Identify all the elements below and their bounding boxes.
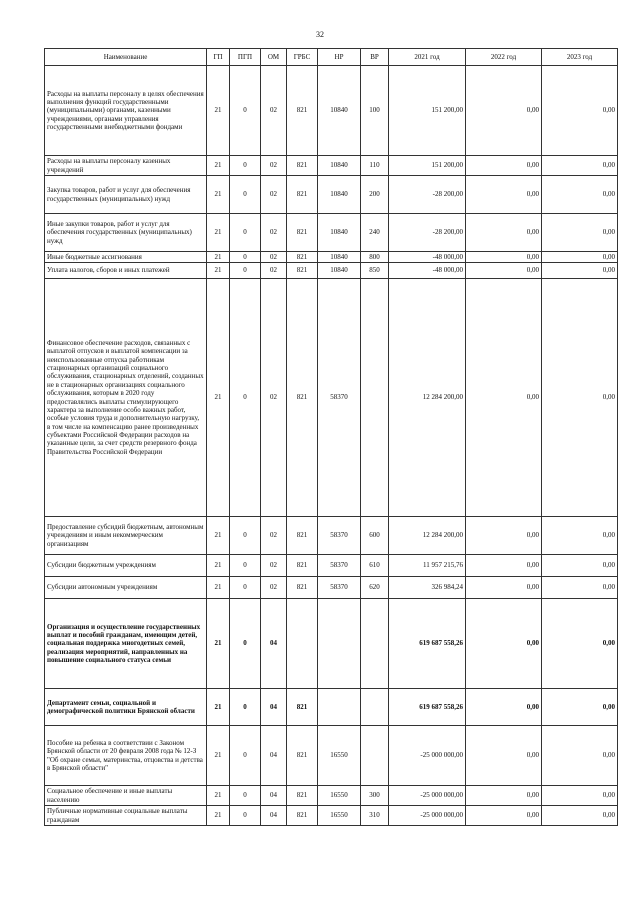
row-2022: 0,00 <box>466 786 542 806</box>
budget-table <box>44 48 618 826</box>
row-name: Организация и осуществление государственных выплат и пособий гражданам, имеющим детей, социальная поддержка многодетных семей, реализация мероприятий, направленных на повышение социального статуса семьи <box>45 599 207 689</box>
header-grbs: ГРБС <box>287 49 318 66</box>
row-vr: 800 <box>361 252 389 263</box>
row-2023: 0,00 <box>542 517 618 555</box>
row-gp: 21 <box>207 806 230 826</box>
row-om: 02 <box>261 577 287 599</box>
row-grbs: 821 <box>287 214 318 252</box>
header-om: ОМ <box>261 49 287 66</box>
row-2021: -25 000 000,00 <box>389 806 466 826</box>
row-nr <box>318 599 361 689</box>
row-2021: 12 284 200,00 <box>389 517 466 555</box>
row-2021: -28 200,00 <box>389 176 466 214</box>
row-name: Расходы на выплаты персоналу казенных учреждений <box>45 156 207 176</box>
row-vr: 200 <box>361 176 389 214</box>
row-2023: 0,00 <box>542 689 618 726</box>
row-2022: 0,00 <box>466 66 542 156</box>
table-row <box>45 689 618 726</box>
row-2023: 0,00 <box>542 555 618 577</box>
row-vr: 300 <box>361 786 389 806</box>
table-row <box>45 806 618 826</box>
table-row <box>45 577 618 599</box>
row-om: 04 <box>261 689 287 726</box>
row-2021: 12 284 200,00 <box>389 279 466 517</box>
row-2021: 11 957 215,76 <box>389 555 466 577</box>
page-number: 32 <box>316 30 324 39</box>
row-gp: 21 <box>207 689 230 726</box>
row-name: Расходы на выплаты персоналу в целях обеспечения выполнения функций государственными (муниципальными) органами, казенными учреждениями, органами управления государственными внебюджетными фондами <box>45 66 207 156</box>
header-pgp: ПГП <box>230 49 261 66</box>
row-grbs: 821 <box>287 555 318 577</box>
row-gp: 21 <box>207 252 230 263</box>
row-gp: 21 <box>207 517 230 555</box>
row-gp: 21 <box>207 66 230 156</box>
row-pgp: 0 <box>230 176 261 214</box>
table-row <box>45 786 618 806</box>
row-2023: 0,00 <box>542 577 618 599</box>
row-nr: 58370 <box>318 577 361 599</box>
row-2023: 0,00 <box>542 252 618 263</box>
row-vr <box>361 689 389 726</box>
row-gp: 21 <box>207 577 230 599</box>
row-grbs: 821 <box>287 66 318 156</box>
row-nr: 10840 <box>318 252 361 263</box>
row-2022: 0,00 <box>466 176 542 214</box>
row-2023: 0,00 <box>542 214 618 252</box>
row-2022: 0,00 <box>466 214 542 252</box>
row-2023: 0,00 <box>542 263 618 279</box>
row-2023: 0,00 <box>542 279 618 517</box>
header-nr: НР <box>318 49 361 66</box>
row-2022: 0,00 <box>466 555 542 577</box>
row-pgp: 0 <box>230 279 261 517</box>
row-vr: 240 <box>361 214 389 252</box>
row-vr: 850 <box>361 263 389 279</box>
row-pgp: 0 <box>230 66 261 156</box>
row-2022: 0,00 <box>466 806 542 826</box>
row-om: 02 <box>261 517 287 555</box>
row-grbs: 821 <box>287 263 318 279</box>
row-vr: 110 <box>361 156 389 176</box>
row-gp: 21 <box>207 214 230 252</box>
row-om: 02 <box>261 252 287 263</box>
table-row <box>45 279 618 517</box>
row-name: Субсидии бюджетным учреждениям <box>45 555 207 577</box>
table-row <box>45 263 618 279</box>
row-2023: 0,00 <box>542 599 618 689</box>
row-grbs: 821 <box>287 252 318 263</box>
row-nr: 16550 <box>318 786 361 806</box>
row-name: Пособие на ребенка в соответствии с Законом Брянской области от 20 февраля 2008 года № 12-З "Об охране семьи, материнства, отцовства и детства в Брянской области" <box>45 726 207 786</box>
row-pgp: 0 <box>230 806 261 826</box>
row-2023: 0,00 <box>542 176 618 214</box>
row-grbs: 821 <box>287 577 318 599</box>
row-nr: 16550 <box>318 726 361 786</box>
row-grbs: 821 <box>287 726 318 786</box>
row-pgp: 0 <box>230 689 261 726</box>
header-2023: 2023 год <box>542 49 618 66</box>
row-name: Иные бюджетные ассигнования <box>45 252 207 263</box>
row-2022: 0,00 <box>466 252 542 263</box>
table-row <box>45 176 618 214</box>
row-gp: 21 <box>207 176 230 214</box>
row-2021: -25 000 000,00 <box>389 786 466 806</box>
row-vr <box>361 279 389 517</box>
row-vr <box>361 599 389 689</box>
row-om: 04 <box>261 806 287 826</box>
row-gp: 21 <box>207 555 230 577</box>
row-pgp: 0 <box>230 263 261 279</box>
row-pgp: 0 <box>230 786 261 806</box>
row-grbs: 821 <box>287 279 318 517</box>
row-nr: 10840 <box>318 214 361 252</box>
row-2023: 0,00 <box>542 726 618 786</box>
row-2021: 326 984,24 <box>389 577 466 599</box>
row-pgp: 0 <box>230 577 261 599</box>
row-pgp: 0 <box>230 517 261 555</box>
row-om: 02 <box>261 263 287 279</box>
table-row <box>45 156 618 176</box>
row-2021: 151 200,00 <box>389 66 466 156</box>
table-row <box>45 517 618 555</box>
row-vr: 310 <box>361 806 389 826</box>
row-nr: 58370 <box>318 279 361 517</box>
row-name: Финансовое обеспечение расходов, связанных с выплатой отпусков и выплатой компенсации за неиспользованные отпуска работникам стационарных организаций социального обслуживания, стационарных отделений, созданных не в стационарных организациях социального обслуживания, которым в 2020 году предоставлялись выплаты стимулирующего характера за выполнение особо важных работ, особые условия труда и дополнительную нагрузку, в том числе на компенсацию ранее произведенных субъектами Российской Федерации расходов на указанные цели, за счет средств резервного фонда Правительства Российской Федерации <box>45 279 207 517</box>
table-row <box>45 66 618 156</box>
row-om: 02 <box>261 214 287 252</box>
row-pgp: 0 <box>230 252 261 263</box>
header-gp: ГП <box>207 49 230 66</box>
table-row <box>45 726 618 786</box>
row-om: 02 <box>261 555 287 577</box>
row-nr: 10840 <box>318 176 361 214</box>
row-grbs: 821 <box>287 156 318 176</box>
row-2021: -28 200,00 <box>389 214 466 252</box>
header-name: Наименование <box>45 49 207 66</box>
row-name: Субсидии автономным учреждениям <box>45 577 207 599</box>
row-vr: 600 <box>361 517 389 555</box>
row-2023: 0,00 <box>542 156 618 176</box>
row-vr <box>361 726 389 786</box>
row-grbs: 821 <box>287 517 318 555</box>
row-om: 04 <box>261 599 287 689</box>
row-2023: 0,00 <box>542 66 618 156</box>
row-2022: 0,00 <box>466 517 542 555</box>
row-2023: 0,00 <box>542 786 618 806</box>
table-row <box>45 555 618 577</box>
row-nr: 58370 <box>318 555 361 577</box>
header-2022: 2022 год <box>466 49 542 66</box>
header-vr: ВР <box>361 49 389 66</box>
row-2022: 0,00 <box>466 156 542 176</box>
row-name: Публичные нормативные социальные выплаты гражданам <box>45 806 207 826</box>
row-2021: -48 000,00 <box>389 252 466 263</box>
row-nr: 10840 <box>318 263 361 279</box>
table-header-row <box>45 49 618 66</box>
row-nr <box>318 689 361 726</box>
row-pgp: 0 <box>230 156 261 176</box>
row-nr: 58370 <box>318 517 361 555</box>
row-om: 02 <box>261 279 287 517</box>
row-vr: 620 <box>361 577 389 599</box>
row-name: Департамент семьи, социальной и демографической политики Брянской области <box>45 689 207 726</box>
row-om: 04 <box>261 726 287 786</box>
row-name: Закупка товаров, работ и услуг для обеспечения государственных (муниципальных) нужд <box>45 176 207 214</box>
row-pgp: 0 <box>230 599 261 689</box>
row-name: Социальное обеспечение и иные выплаты населению <box>45 786 207 806</box>
row-gp: 21 <box>207 786 230 806</box>
row-name: Иные закупки товаров, работ и услуг для обеспечения государственных (муниципальных) нужд <box>45 214 207 252</box>
row-2021: 619 687 558,26 <box>389 599 466 689</box>
row-gp: 21 <box>207 263 230 279</box>
row-2022: 0,00 <box>466 279 542 517</box>
row-2021: 151 200,00 <box>389 156 466 176</box>
row-grbs: 821 <box>287 176 318 214</box>
row-pgp: 0 <box>230 214 261 252</box>
row-vr: 100 <box>361 66 389 156</box>
row-nr: 16550 <box>318 806 361 826</box>
header-2021: 2021 год <box>389 49 466 66</box>
row-grbs <box>287 599 318 689</box>
table-row <box>45 214 618 252</box>
row-grbs: 821 <box>287 786 318 806</box>
row-om: 02 <box>261 156 287 176</box>
row-2022: 0,00 <box>466 689 542 726</box>
table-row <box>45 252 618 263</box>
row-gp: 21 <box>207 156 230 176</box>
row-om: 04 <box>261 786 287 806</box>
row-2023: 0,00 <box>542 806 618 826</box>
row-2021: 619 687 558,26 <box>389 689 466 726</box>
row-gp: 21 <box>207 279 230 517</box>
row-nr: 10840 <box>318 66 361 156</box>
row-2022: 0,00 <box>466 726 542 786</box>
row-2022: 0,00 <box>466 599 542 689</box>
row-nr: 10840 <box>318 156 361 176</box>
row-name: Предоставление субсидий бюджетным, автономным учреждениям и иным некоммерческим организациям <box>45 517 207 555</box>
row-grbs: 821 <box>287 689 318 726</box>
row-name: Уплата налогов, сборов и иных платежей <box>45 263 207 279</box>
row-om: 02 <box>261 66 287 156</box>
row-2021: -25 000 000,00 <box>389 726 466 786</box>
table-row <box>45 599 618 689</box>
row-2021: -48 000,00 <box>389 263 466 279</box>
row-gp: 21 <box>207 726 230 786</box>
row-grbs: 821 <box>287 806 318 826</box>
row-2022: 0,00 <box>466 577 542 599</box>
row-om: 02 <box>261 176 287 214</box>
row-2022: 0,00 <box>466 263 542 279</box>
row-vr: 610 <box>361 555 389 577</box>
row-pgp: 0 <box>230 555 261 577</box>
row-gp: 21 <box>207 599 230 689</box>
row-pgp: 0 <box>230 726 261 786</box>
